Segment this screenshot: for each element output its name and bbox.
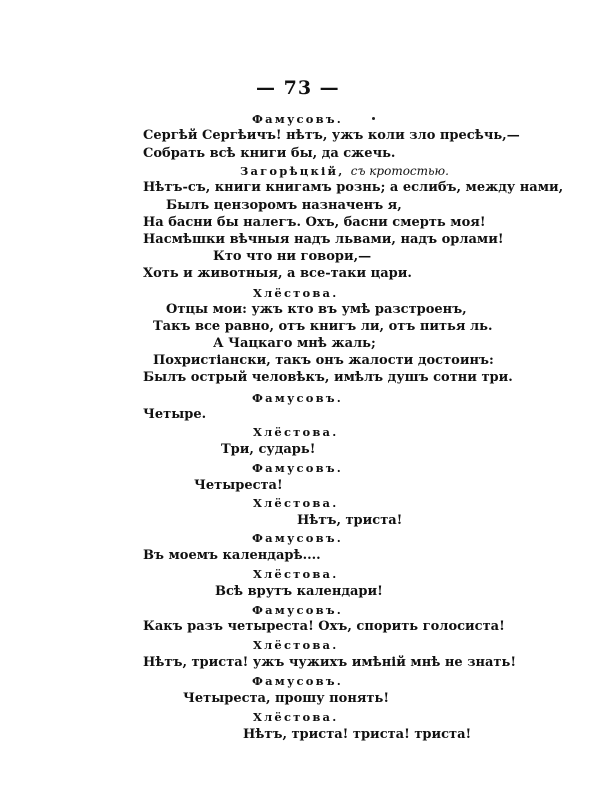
speaker-khlestova: Хлёстова. — [253, 710, 339, 724]
speaker-khlestova: Хлёстова. — [253, 567, 339, 581]
speaker-famusov: Фамусовъ. — [252, 674, 344, 688]
verse-line: Сергѣй Сергѣичъ! нѣтъ, ужъ коли зло пресѣчь,— — [143, 128, 520, 143]
stage-direction: съ кротостью. — [350, 164, 449, 178]
speaker-famusov: Фамусовъ. — [252, 603, 344, 617]
verse-line: Похристіански, такъ онъ жалости достоинъ: — [153, 353, 494, 368]
verse-line: Въ моемъ календарѣ.... — [143, 548, 321, 563]
speaker-khlestova: Хлёстова. — [253, 638, 339, 652]
verse-line: Всѣ врутъ календари! — [215, 584, 383, 599]
verse-line: Три, сударь! — [221, 442, 316, 457]
speaker-famusov: Фамусовъ. — [252, 461, 344, 475]
verse-line: На басни бы налегъ. Охъ, басни смерть моя! — [143, 215, 486, 230]
speaker-khlestova: Хлёстова. — [253, 425, 339, 439]
verse-line: Четыреста! — [194, 478, 283, 493]
verse-line: Такъ все равно, отъ книгъ ли, отъ питья ль. — [153, 319, 493, 334]
verse-line: Былъ острый человѣкъ, имѣлъ душъ сотни три. — [143, 370, 513, 385]
verse-line: А Чацкаго мнѣ жаль; — [213, 336, 376, 351]
verse-line: Насмѣшки вѣчныя надъ львами, надъ орлами! — [143, 232, 504, 247]
verse-line: Нѣтъ, триста! ужъ чужихъ имѣній мнѣ не знать! — [143, 655, 517, 670]
speaker-famusov: Фамусовъ. — [252, 112, 344, 126]
verse-line: Былъ цензоромъ назначенъ я, — [166, 198, 402, 213]
speaker-khlestova: Хлёстова. — [253, 286, 339, 300]
speaker-zagoretsky — [240, 163, 449, 179]
verse-line: Четыреста, прошу понять! — [183, 691, 390, 706]
verse-line: Нѣтъ, триста! триста! триста! — [243, 727, 472, 742]
verse-line: Нѣтъ, триста! — [297, 513, 403, 528]
page-number: — 73 — — [256, 77, 340, 99]
verse-line: Собрать всѣ книги бы, да сжечь. — [143, 146, 396, 161]
speaker-name: Загорѣцкій, — [240, 164, 345, 178]
verse-line: Какъ разъ четыреста! Охъ, спорить голосиста! — [143, 619, 505, 634]
verse-line: Отцы мои: ужъ кто въ умѣ разстроенъ, — [166, 302, 467, 317]
speaker-famusov: Фамусовъ. — [252, 531, 344, 545]
speaker-famusov: Фамусовъ. — [252, 391, 344, 405]
speaker-khlestova: Хлёстова. — [253, 496, 339, 510]
verse-line: Нѣтъ-съ, книги книгамъ рознь; а еслибъ, между нами, — [143, 180, 564, 195]
verse-line: Хоть и животныя, а все-таки цари. — [143, 266, 412, 281]
print-speck — [372, 117, 375, 120]
verse-line: Кто что ни говори,— — [213, 249, 372, 264]
verse-line: Четыре. — [143, 407, 207, 422]
